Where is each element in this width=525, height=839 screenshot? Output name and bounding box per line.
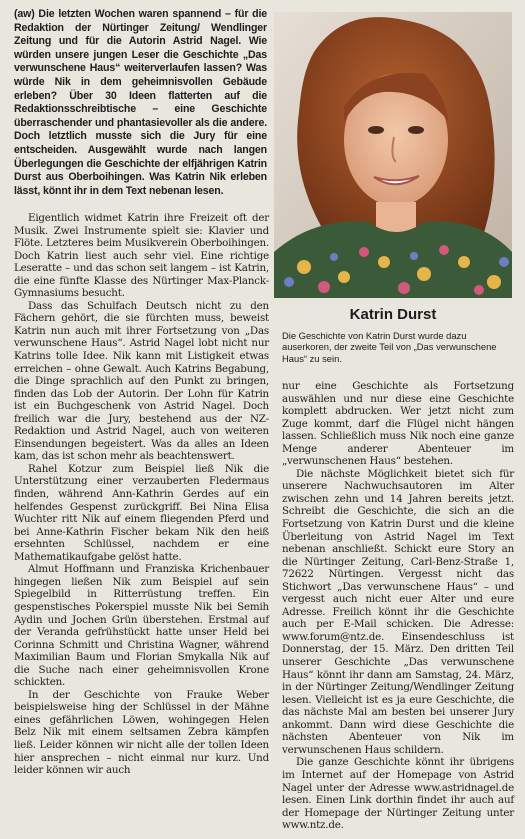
body-paragraph: Die nächste Möglichkeit bietet sich für unserere Nachwuchsautoren im Alter zwischen zehn und 14 Jahren bereits jetzt. Schreibt die Geschichte, die sich an die Fortsetzung von Katrin Durst und die kleine Überleitung von Astrid Nagel im Text nebenan anschließt. Schickt eure Story an die Nürtinger Zeitung, Carl-Benz-Straße 1, 72622 Nürtingen. Vergesst nicht das Stichwort „Das verwunschene Haus“ – und vergesst auch nicht euer Alter und eure Adresse. Freilich könnt ihr die Geschichte auch per E-Mail schicken. Die Adresse: www.forum@ntz.de. Einsendeschluss ist Donnerstag, der 15. März. Den dritten Teil unserer Geschichte „Das verwunschene Haus“ könnt ihr dann am Samstag, 24. März, in der Nürtinger Zeitung/Wendlinger Zeitung lesen. Vielleicht ist es ja eure Geschichte, die das nächste Mal am besten bei unserer Jury ankommt. Dann wird diese Geschichte die nächsten Abenteuer von Nik im verwunschenen Haus schildern.	[282, 467, 514, 756]
body-paragraph: Die ganze Geschichte könnt ihr übrigens im Internet auf der Homepage von Astrid Nagel unter der Adresse www.astridnagel.de lesen. Einen Link dorthin findet ihr auch auf der Homepage der Nürtinger Zeitung unter www.ntz.de.	[282, 756, 514, 832]
body-column-right	[282, 380, 514, 832]
lead-paragraph: (aw) Die letzten Wochen waren spannend – für die Redaktion der Nürtinger Zeitung/ Wendlinger Zeitung und für die Autorin Astrid Nagel. Wie würden unsere jungen Leser die Geschichte „Das verwunschene Haus“ weiterverlaufen lassen? Was würde Nik in dem geheimnisvollen Gebäude erleben? Über 30 Ideen flatterten auf die Redaktionsschreibtische – eine Geschichte überraschender und phantasievoller als die andere. Doch letztlich musste sich die Jury für eine entscheiden. Ausgewählt wurde nach langen Überlegungen die Geschichte der elfjährigen Katrin Durst aus Oberboihingen. Was Katrin Nik erleben lässt, könnt ihr in dem Text nebenan lesen.	[14, 8, 267, 197]
portrait-image	[274, 12, 512, 298]
photo-caption: Die Geschichte von Katrin Durst wurde dazu auserkoren, der zweite Teil von „Das verwunschene Haus“ zu sein.	[282, 330, 497, 364]
caption-name: Katrin Durst	[349, 306, 437, 323]
portrait-photo	[274, 12, 512, 298]
body-column-left	[14, 212, 269, 777]
body-paragraph: Almut Hoffmann und Franziska Krichenbauer hingegen ließen Nik zum Beispiel auf sein Spiegelbild in Ritterrüstung treffen. Ein gespenstisches Pokerspiel musste Nik bei Semih Aydin und Jochen Grün überstehen. Erstmal auf der Veranda gefrühstückt hatte unser Held bei Corinna Schmitt und Christina Wagner, während Maximilian Baum und Florian Smykalla Nik auf die Suche nach einer geheimnisvollen Krone schickten.	[14, 563, 269, 689]
body-paragraph: Eigentlich widmet Katrin ihre Freizeit oft der Musik. Zwei Instrumente spielt sie: Klavier und Flöte. Letzteres beim Musikverein Oberboihingen. Doch Katrin liest auch sehr viel. Eine richtige Leseratte – und das schon seit langem – ist Katrin, die eine fünfte Klasse des Nürtinger Max-Planck-Gymnasiums besucht.	[14, 212, 269, 300]
body-paragraph: nur eine Geschichte als Fortsetzung auswählen und nur diese eine Geschichte komplett abdrucken. Wer jetzt nicht zum Zuge kommt, darf die Flügel nicht hängen lassen. Schließlich muss Nik noch eine ganze Menge anderer Abenteuer im „verwunschenen Haus“ bestehen.	[282, 380, 514, 468]
body-paragraph: Rahel Kotzur zum Beispiel ließ Nik die Unterstützung einer verzauberten Fledermaus finden, während Ann-Kathrin Gerdes auf ein helfendes Gespenst zurückgriff. Bei Nina Elisa Wuchter ritt Nik auf einem fliegenden Pferd und bei Anne-Kathrin Fischer bekam Nik den heiß ersehnten Schlüssel, nachdem er eine Mathematikaufgabe gelöst hatte.	[14, 462, 269, 563]
body-paragraph: In der Geschichte von Frauke Weber beispielsweise hing der Schlüssel in der Mähne eines gefährlichen Löwen, wohingegen Helen Belz Nik mit einem seltsamen Zebra kämpfen ließ. Leider können wir nicht alle der tollen Ideen hier ansprechen – nicht einmal nur kurz. Und leider können wir auch	[14, 688, 269, 777]
body-paragraph: Dass das Schulfach Deutsch nicht zu den Fächern gehört, die sie fürchten muss, beweist Katrin nun auch mit ihrer Fortsetzung von „Das verwunschene Haus“. Astrid Nagel lobt nicht nur Katrins tolle Idee. Nik kann mit Listigkeit etwas erreichen – ohne Gewalt. Auch Katrins Begabung, die Dinge sprachlich auf den Punkt zu bringen, finden das Lob der Autorin. Der Lohn für Katrin ist ein Buchgeschenk von Astrid Nagel. Doch freilich war die Jury, bestehend aus der NZ-Redaktion und Astrid Nagel, auch von weiteren Einsendungen begeistert. Was da alles an Ideen kam, das ist schon mehr als beachtenswert.	[14, 299, 269, 463]
